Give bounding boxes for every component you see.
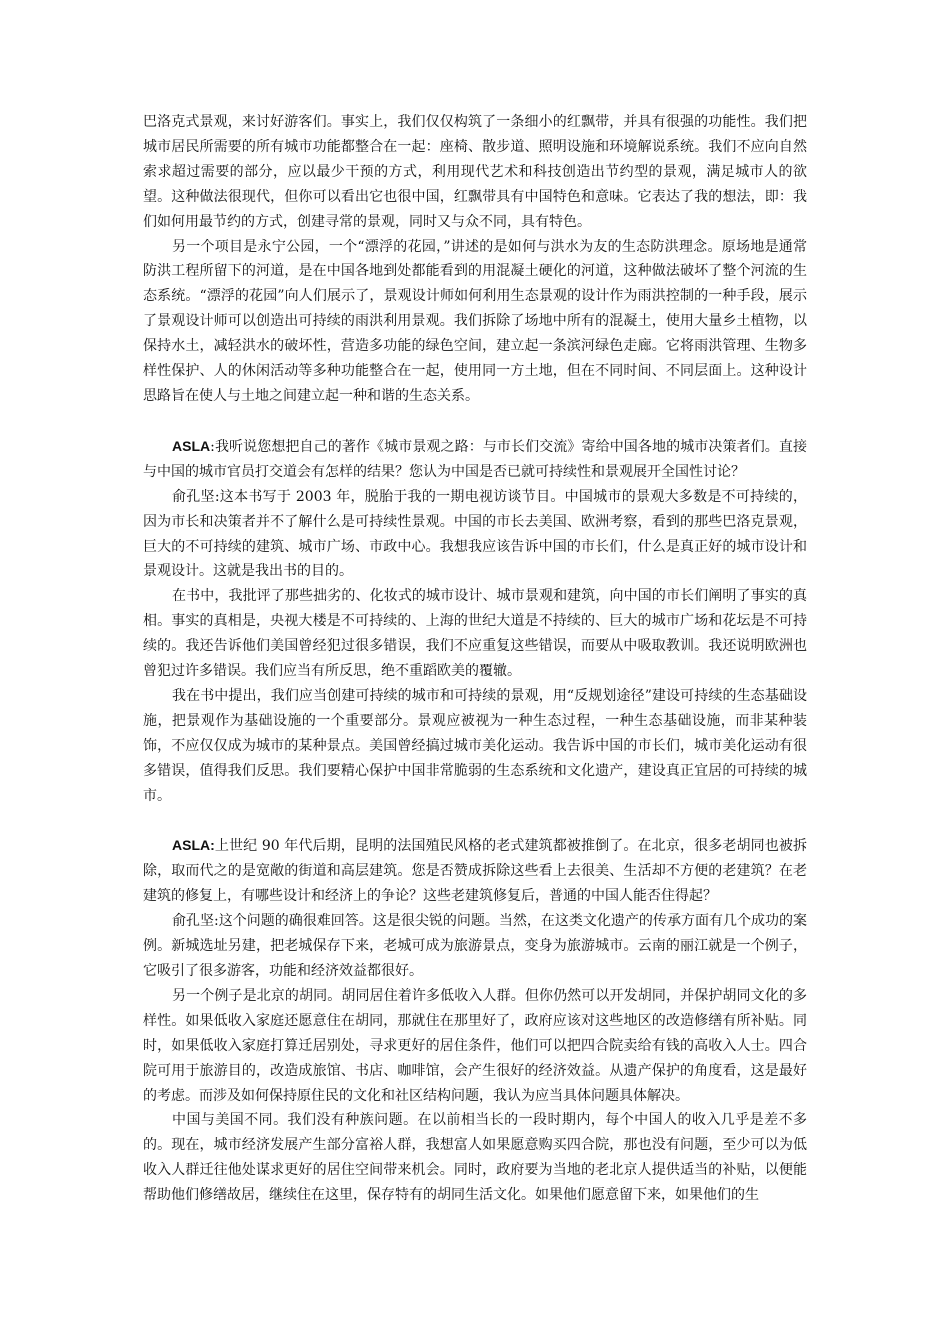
answer-paragraph: 另一个例子是北京的胡同。胡同居住着许多低收入人群。但你仍然可以开发胡同，并保护胡同文化的多样性。如果低收入家庭还愿意住在胡同，那就住在那里好了，政府应该对这些地区的改造修缮有所补贴。同时，如果低收入家庭打算迁居别处，寻求更好的居住条件，他们可以把四合院卖给有钱的高收入人士。四合院可用于旅游目的，改造成旅馆、书店、咖啡馆，会产生很好的经济效益。从遗产保护的角度看，这是最好的考虑。而涉及如何保持原住民的文化和社区结构问题，我认为应当具体问题具体解决。	[143, 987, 807, 1104]
answer-paragraph: 俞孔坚:这个问题的确很难回答。这是很尖锐的问题。当然，在这类文化遗产的传承方面有几个成功的案例。新城选址另建，把老城保存下来，老城可成为旅游景点，变身为旅游城市。云南的丽江就是一个例子，它吸引了很多游客，功能和经济效益都很好。	[143, 913, 807, 979]
speaker-label: ASLA	[172, 437, 211, 454]
question-paragraph	[143, 833, 807, 909]
question-text: :我听说您想把自己的著作《城市景观之路：与市长们交流》寄给中国各地的城市决策者们。直接与中国的城市官员打交道会有怎样的结果？您认为中国是否已就可持续性和景观展开全国性讨论？	[143, 438, 807, 480]
paragraph: 另一个项目是永宁公园，一个“漂浮的花园，”讲述的是如何与洪水为友的生态防洪理念。原场地是通常防洪工程所留下的河道，是在中国各地到处都能看到的用混凝土硬化的河道，这种做法破坏了整个河流的生态系统。“漂浮的花园”向人们展示了，景观设计师如何利用生态景观的设计作为雨洪控制的一种手段，展示了景观设计师可以创造出可持续的雨洪利用景观。我们拆除了场地中所有的混凝土，使用大量乡土植物，以保持水土，减轻洪水的破坏性，营造多功能的绿色空间，建立起一条滨河绿色走廊。它将雨洪管理、生物多样性保护、人的休闲活动等多种功能整合在一起，使用同一方土地，但在不同时间、不同层面上。这种设计思路旨在使人与土地之间建立起一种和谐的生态关系。	[143, 238, 807, 404]
speaker-label: ASLA:	[172, 837, 215, 854]
answer-paragraph: 在书中，我批评了那些拙劣的、化妆式的城市设计、城市景观和建筑，向中国的市长们阐明了事实的真相。事实的真相是，央视大楼是不可持续的、上海的世纪大道是不持续的、巨大的城市广场和花坛是不可持续的。我还告诉他们美国曾经犯过很多错误，我们不应重复这些错误，而要从中吸取教训。我还说明欧洲也曾犯过许多错误。我们应当有所反思，绝不重蹈欧美的覆辙。	[143, 588, 807, 680]
answer-paragraph: 我在书中提出，我们应当创建可持续的城市和可持续的景观，用“反规划途径”建设可持续的生态基础设施，把景观作为基础设施的一个重要部分。景观应被视为一种生态过程，一种生态基础设施，而非某种装饰，不应仅仅成为城市的某种景点。美国曾经搞过城市美化运动。我告诉中国的市长们，城市美化运动有很多错误，值得我们反思。我们要精心保护中国非常脆弱的生态系统和文化遗产，建设真正宜居的可持续的城市。	[143, 687, 807, 804]
answer-paragraph: 俞孔坚:这本书写于 2003 年，脱胎于我的一期电视访谈节目。中国城市的景观大多数是不可持续的，因为市长和决策者并不了解什么是可持续性景观。中国的市长去美国、欧洲考察，看到的那些巴洛克景观，巨大的不可持续的建筑、城市广场、市政中心。我想我应该告诉中国的市长们，什么是真正好的城市设计和景观设计。这就是我出书的目的。	[143, 488, 807, 580]
section-gap	[143, 409, 807, 434]
document-page	[143, 110, 807, 1208]
question-text: 上世纪 90 年代后期，昆明的法国殖民风格的老式建筑都被推倒了。在北京，很多老胡同也被拆除，取而代之的是宽敞的街道和高层建筑。您是否赞成拆除这些看上去很美、生活却不方便的老建筑？在老建筑的修复上，有哪些设计和经济上的争论？这些老建筑修复后，普通的中国人能否住得起？	[143, 838, 807, 905]
paragraph: 巴洛克式景观，来讨好游客们。事实上，我们仅仅构筑了一条细小的红飘带，并具有很强的功能性。我们把城市居民所需要的所有城市功能都整合在一起：座椅、散步道、照明设施和环境解说系统。我们不应向自然索求超过需要的部分，应以最少干预的方式，利用现代艺术和科技创造出节约型的景观，满足城市人的欲望。这种做法很现代，但你可以看出它也很中国，红飘带具有中国特色和意味。它表达了我的想法，即：我们如何用最节约的方式，创建寻常的景观，同时又与众不同，具有特色。	[143, 114, 807, 230]
section-gap	[143, 808, 807, 833]
question-paragraph	[143, 434, 807, 485]
answer-paragraph: 中国与美国不同。我们没有种族问题。在以前相当长的一段时期内，每个中国人的收入几乎是差不多的。现在，城市经济发展产生部分富裕人群，我想富人如果愿意购买四合院，那也没有问题，至少可以为低收入人群迁往他处谋求更好的居住空间带来机会。同时，政府要为当地的老北京人提供适当的补贴，以便能帮助他们修缮故居，继续住在这里，保存特有的胡同生活文化。如果他们愿意留下来，如果他们的生	[143, 1112, 807, 1204]
